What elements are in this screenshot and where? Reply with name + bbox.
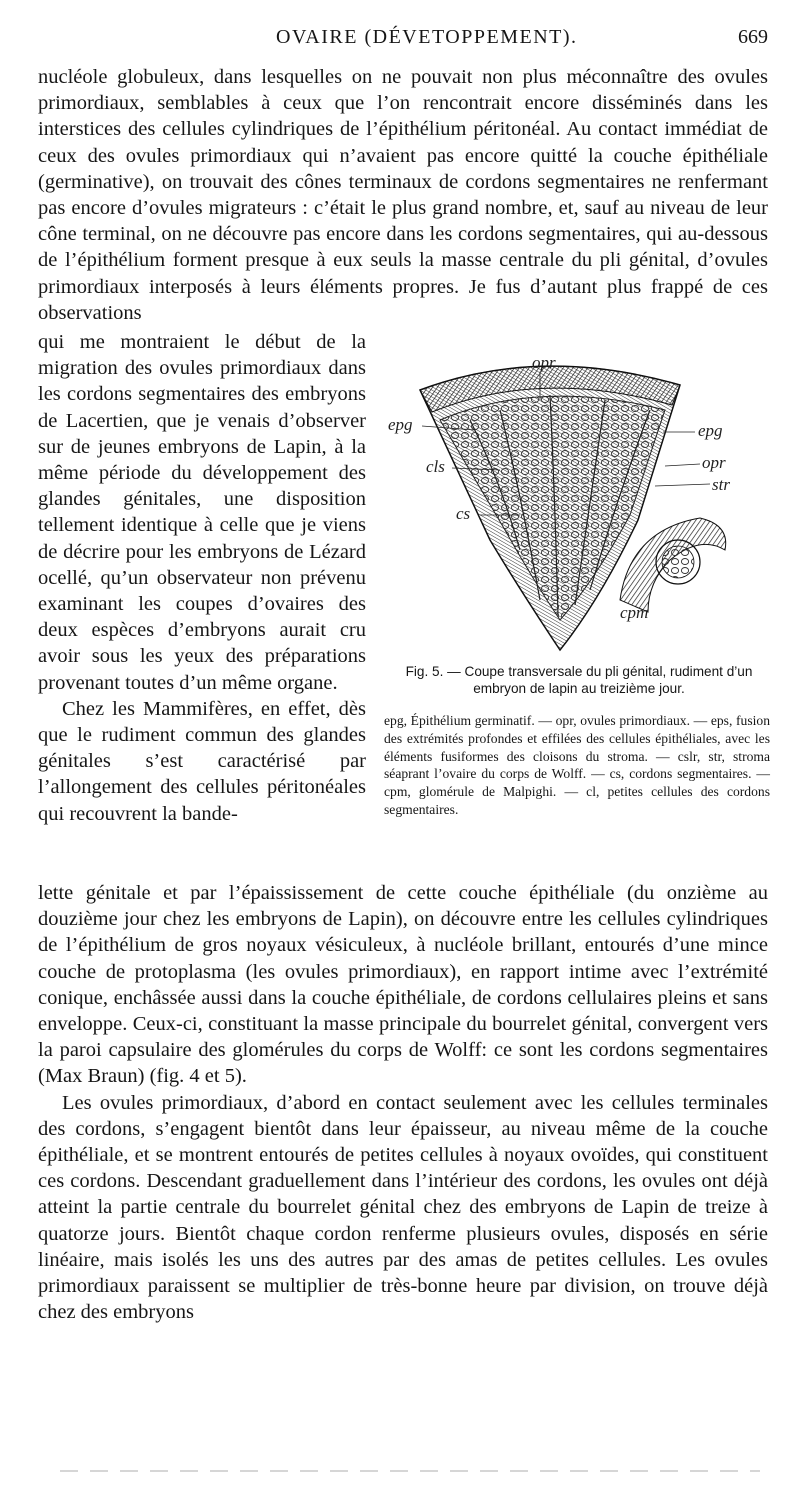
paragraph-bottom-2: Les ovules primordiaux, d’abord en contact seulement avec les cellules terminales des cordons, s’engagent bientôt dans leur épaisseur, au niveau même de la couche épithéliale, et se montrent entourés de petites cellules à noyaux ovoïdes, qui constituent ces cordons. Descendant graduellement dans l’intérieur des cordons, les ovules ont déjà atteint la partie centrale du bourrelet génital chez des embryons de Lapin de treize à quatorze jours. Bientôt chaque cordon renferme plusieurs ovules, disposés en série linéaire, mais isolés les uns des autres par des amas de petites cellules. Les ovules primordiaux paraissent se multiplier de très-bonne heure par division, on trouve déjà chez des embryons	[38, 1091, 768, 1324]
running-title: OVAIRE (DÉVETOPPEMENT).	[276, 26, 578, 48]
paragraph-top: nucléole globuleux, dans lesquelles on ne pouvait non plus méconnaître des ovules primordiaux, semblables à ceux que l’on rencontrait encore disséminés dans les interstices des cellules cylindriques de l’épithélium péritonéal. Au contact immédiat de ceux des ovules primordiaux qui n’avaient pas encore quitté la couche épithéliale (germinative), on trouvait des cônes terminaux de cordons segmentaires ne renfermant pas encore d’ovules migrateurs : c’était le plus grand nombre, et, sauf au niveau de leur cône terminal, on ne découvre pas encore dans les cordons segmentaires, qui au-dessous de l’épithélium forment presque à eux seuls la masse centrale du pli génital, d’ovules primordiaux interposés à leurs éléments propres. Je fus d’autant plus frappé de ces observations	[38, 66, 768, 324]
figure-legend-text: epg, Épithélium germinatif. — opr, ovules primordiaux. — eps, fusion des extrémités profondes et effilées des cellules épithéliales, avec les éléments fusiformes des cloisons du stroma. — cslr, str, stroma séaprant l’ovaire du corps de Wolff. — cs, cordons segmentaires. — cpm, glomérule de Malpighi. — cl, petites cellules des cordons segmentaires.	[384, 713, 770, 817]
paragraph-wrap-1: qui me montraient le début de la migration des ovules primordiaux dans les cordons segmentaires des embryons de Lacertien, que je venais d’observer sur de jeunes embryons de Lapin, à la même période du développement des glandes génitales, une disposition tellement identique à celle que je viens de décrire pour les embryons de Lézard ocellé, qu’un observateur non prévenu examinant les coupes d’ovaires des deux espèces d’embryons aurait cru avoir sous les yeux des préparations provenant toutes d’un même organe.	[38, 331, 366, 694]
body-text-top	[38, 64, 768, 326]
label-opr-right: opr	[702, 453, 726, 472]
figure-5	[380, 350, 772, 660]
label-str: str	[712, 475, 730, 494]
paragraph-wrap-2: Chez les Mammifères, en effet, dès que le rudiment commun des glandes génitales s’est caractérisé par l’allongement des cellules péritonéales qui recouvrent la bande-	[38, 697, 366, 825]
label-epg-right: epg	[698, 421, 723, 440]
figure-legend	[384, 712, 770, 819]
label-cls: cls	[426, 457, 445, 476]
glomerulus	[620, 518, 726, 612]
figure-illustration	[380, 350, 772, 660]
paragraph-bottom-1: lette génitale et par l’épaississement de cette couche épithéliale (du onzième au douzième jour chez les embryons de Lapin), on découvre entre les cellules cylindriques de l’épithélium de gros noyaux vésiculeux, à nucléole brillant, entourés d’une mince couche de protoplasma (les ovules primordiaux), en rapport intime avec l’extrémité conique, enchâssée aussi dans la couche épithéliale, de cordons cellulaires pleins et sans enveloppe. Ceux-ci, constituant la masse principale du bourrelet génital, convergent vers la paroi capsulaire des glomérules du corps de Wolff: ce sont les cordons segmentaires (Max Braun) (fig. 4 et 5).	[38, 882, 768, 1088]
footer-rule	[60, 1470, 760, 1472]
label-cpm: cpm	[620, 603, 649, 622]
label-cs: cs	[456, 504, 471, 523]
body-text-wrapped	[38, 329, 366, 827]
figure-caption: Fig. 5. — Coupe transversale du pli génital, rudiment d’un embryon de lapin au treizième jour.	[405, 664, 753, 696]
body-text-bottom	[38, 880, 768, 1325]
running-header	[0, 26, 800, 52]
label-epg-left: epg	[388, 415, 413, 434]
label-opr-top: opr	[532, 353, 556, 372]
page-number: 669	[738, 26, 768, 48]
